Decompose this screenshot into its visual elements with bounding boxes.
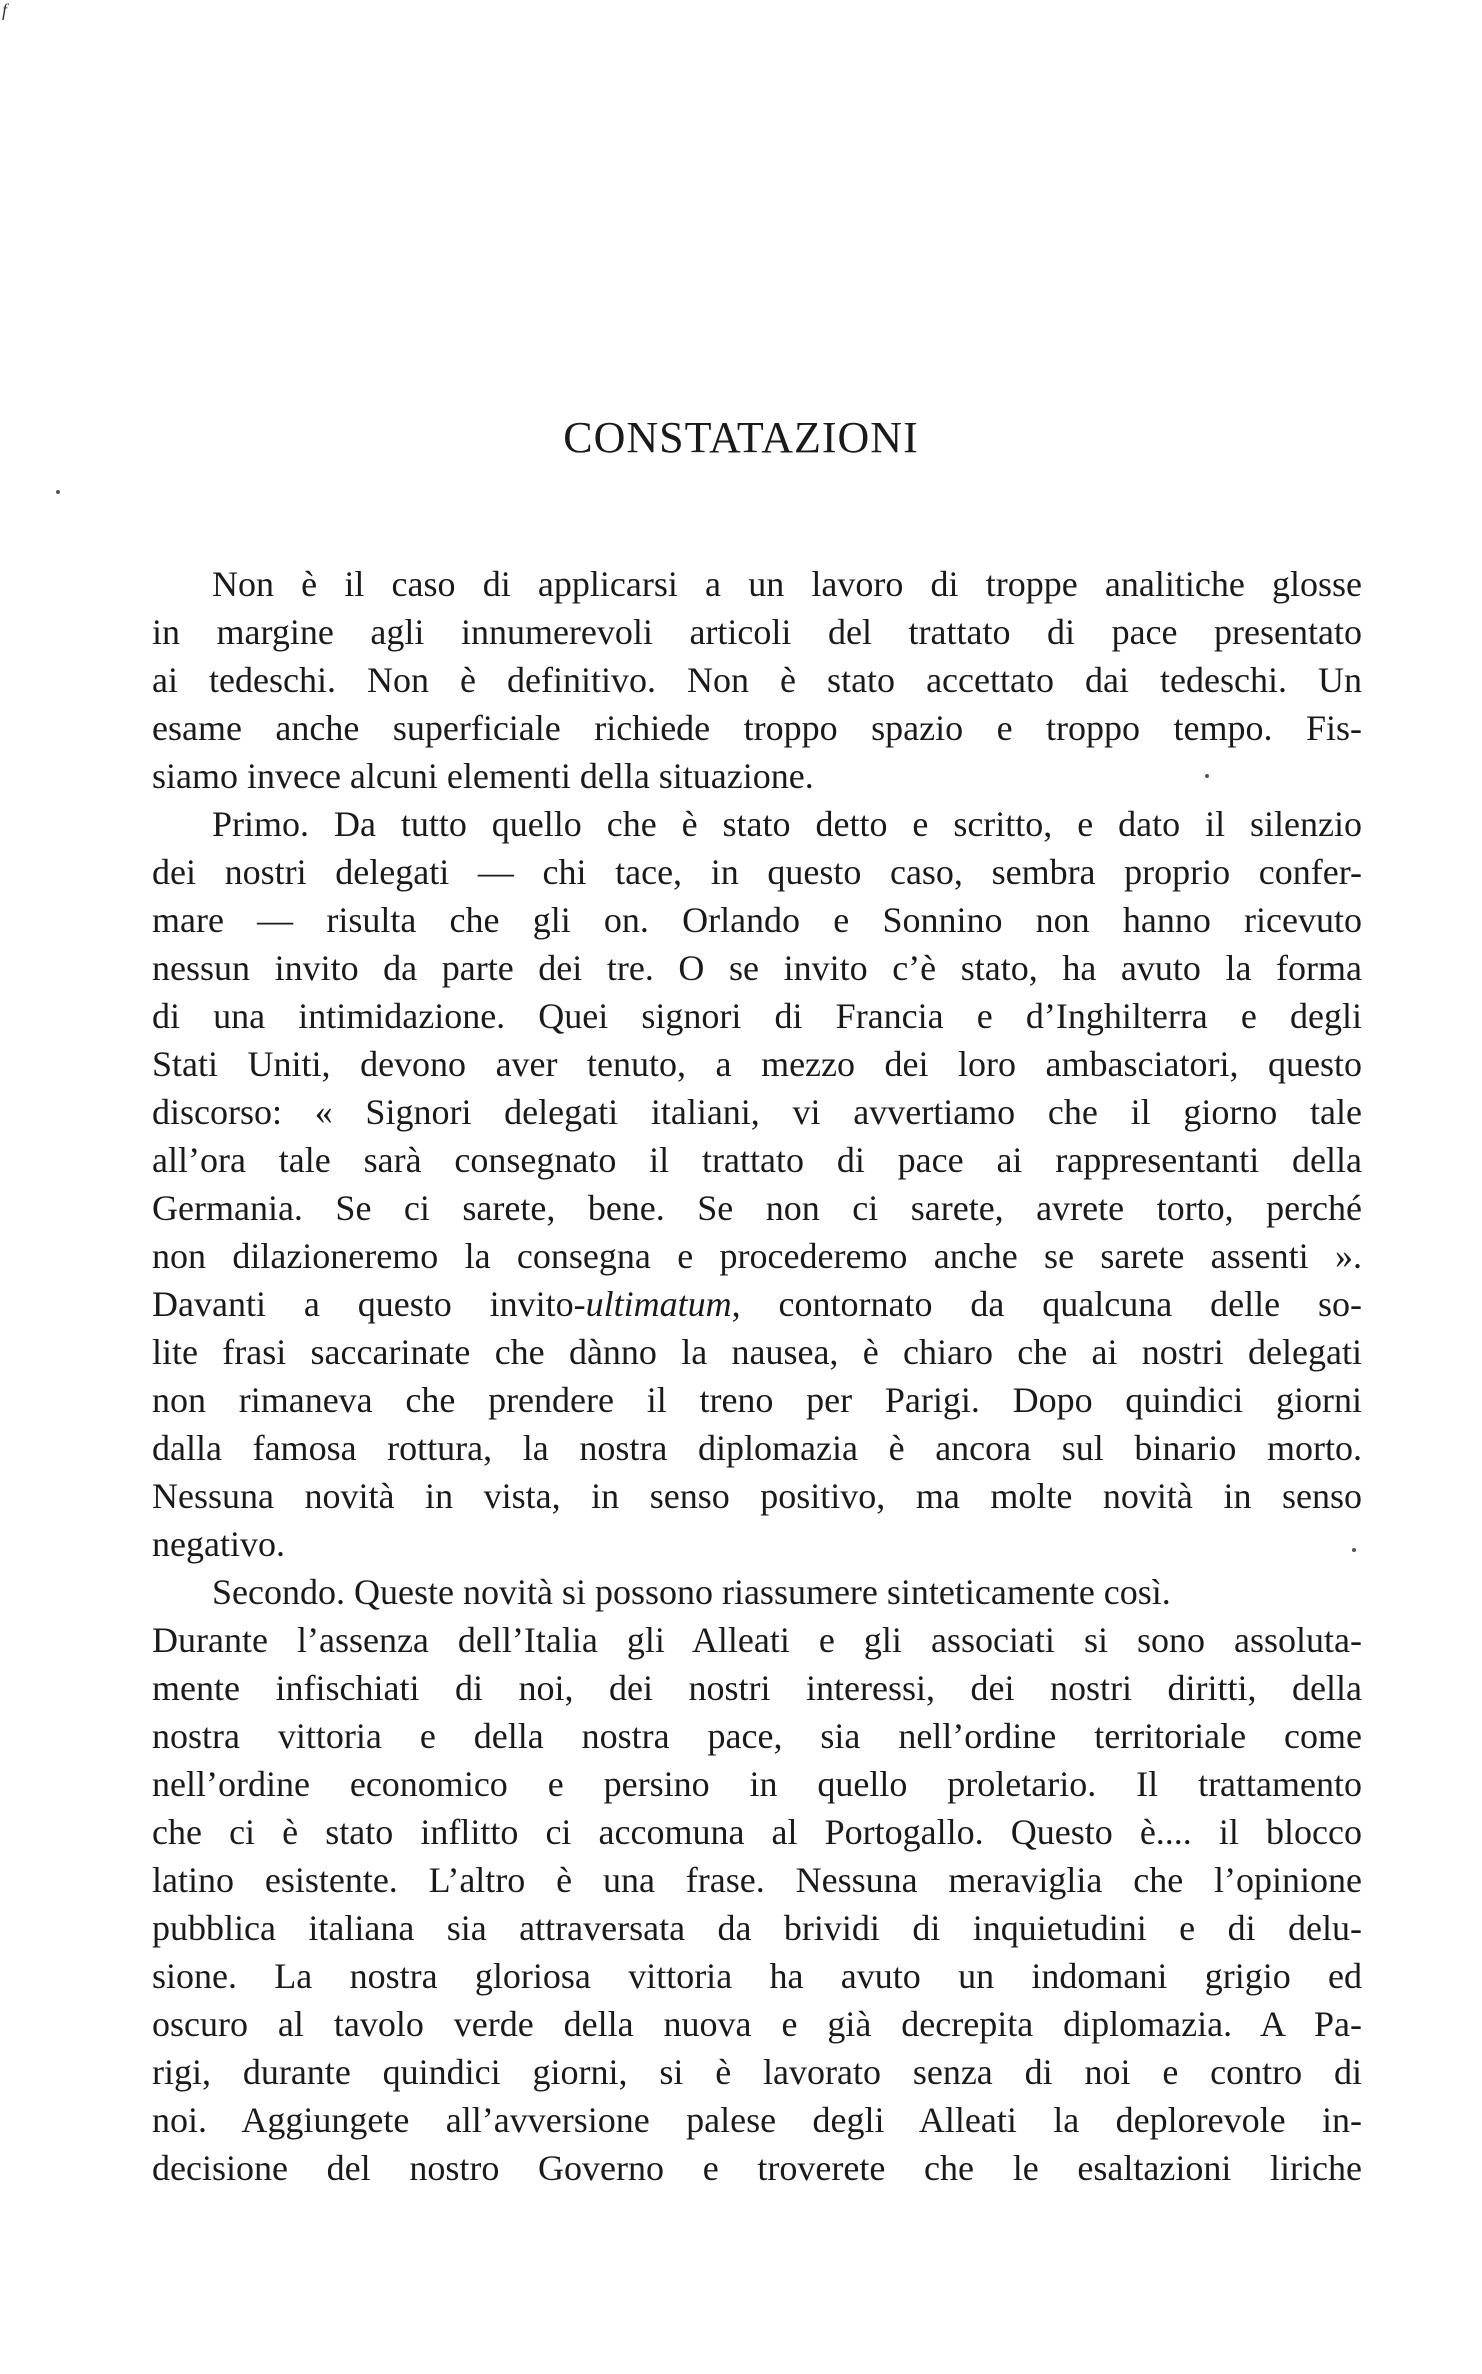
text-line: Nessuna novità in vista, in senso positivo, ma molte novità in senso [152,1476,1362,1516]
text-line: di una intimidazione. Quei signori di Francia e d’Inghilterra e degli [152,996,1362,1036]
text-line: noi. Aggiungete all’avversione palese degli Alleati la deplorevole in- [152,2100,1362,2140]
text-line: Primo. Da tutto quello che è stato detto e scritto, e dato il silenzio [212,804,1362,844]
text-line: pubblica italiana sia attraversata da brividi di inquietudini e di delu- [152,1908,1362,1948]
body-text [152,560,1362,2192]
text-line: mare — risulta che gli on. Orlando e Sonnino non hanno ricevuto [152,900,1362,940]
text-line: latino esistente. L’altro è una frase. Nessuna meraviglia che l’opinione [152,1860,1362,1900]
text-line: all’ora tale sarà consegnato il trattato di pace ai rappresentanti della [152,1140,1362,1180]
header-mark: f [2,0,8,20]
text-line: ai tedeschi. Non è definitivo. Non è stato accettato dai tedeschi. Un [152,660,1362,700]
scan-speck [56,490,60,494]
text-line: Stati Uniti, devono aver tenuto, a mezzo dei loro ambasciatori, questo [152,1044,1362,1084]
text-line: nell’ordine economico e persino in quello proletario. Il trattamento [152,1764,1362,1804]
scan-speck [1352,1548,1356,1552]
text-line: oscuro al tavolo verde della nuova e già decrepita diplomazia. A Pa- [152,2004,1362,2044]
text-line: nostra vittoria e della nostra pace, sia nell’ordine territoriale come [152,1716,1362,1756]
text-line: esame anche superficiale richiede troppo spazio e troppo tempo. Fis- [152,708,1362,748]
text-line: rigi, durante quindici giorni, si è lavorato senza di noi e contro di [152,2052,1362,2092]
text-line: in margine agli innumerevoli articoli del trattato di pace presentato [152,612,1362,652]
text-line: che ci è stato inflitto ci accomuna al Portogallo. Questo è.... il blocco [152,1812,1362,1852]
text-line: dei nostri delegati — chi tace, in questo caso, sembra proprio confer- [152,852,1362,892]
text-line: lite frasi saccarinate che dànno la nausea, è chiaro che ai nostri delegati [152,1332,1362,1372]
text-line: sione. La nostra gloriosa vittoria ha avuto un indomani grigio ed [152,1956,1362,1996]
text-line: siamo invece alcuni elementi della situazione. [152,756,814,796]
text-line: negativo. [152,1524,285,1564]
text-line: Secondo. Queste novità si possono riassumere sinteticamente così. [212,1572,1171,1612]
text-line: decisione del nostro Governo e troverete che le esaltazioni liriche [152,2148,1362,2188]
text-line: dalla famosa rottura, la nostra diplomazia è ancora sul binario morto. [152,1428,1362,1468]
text-line: discorso: « Signori delegati italiani, vi avvertiamo che il giorno tale [152,1092,1362,1132]
text-line: Non è il caso di applicarsi a un lavoro di troppe analitiche glosse [212,564,1362,604]
text-line: nessun invito da parte dei tre. O se invito c’è stato, ha avuto la forma [152,948,1362,988]
text-line: Germania. Se ci sarete, bene. Se non ci sarete, avrete torto, perché [152,1188,1362,1228]
text-line: non rimaneva che prendere il treno per Parigi. Dopo quindici giorni [152,1380,1362,1420]
text-line: mente infischiati di noi, dei nostri interessi, dei nostri diritti, della [152,1668,1362,1708]
text-line: Davanti a questo invito-ultimatum, contornato da qualcuna delle so- [152,1284,1363,1324]
page-title: CONSTATAZIONI [563,413,919,462]
text-line: non dilazioneremo la consegna e procederemo anche se sarete assenti ». [152,1236,1362,1276]
scan-speck [1205,774,1209,778]
text-line: Durante l’assenza dell’Italia gli Alleati e gli associati si sono assoluta- [152,1620,1362,1660]
